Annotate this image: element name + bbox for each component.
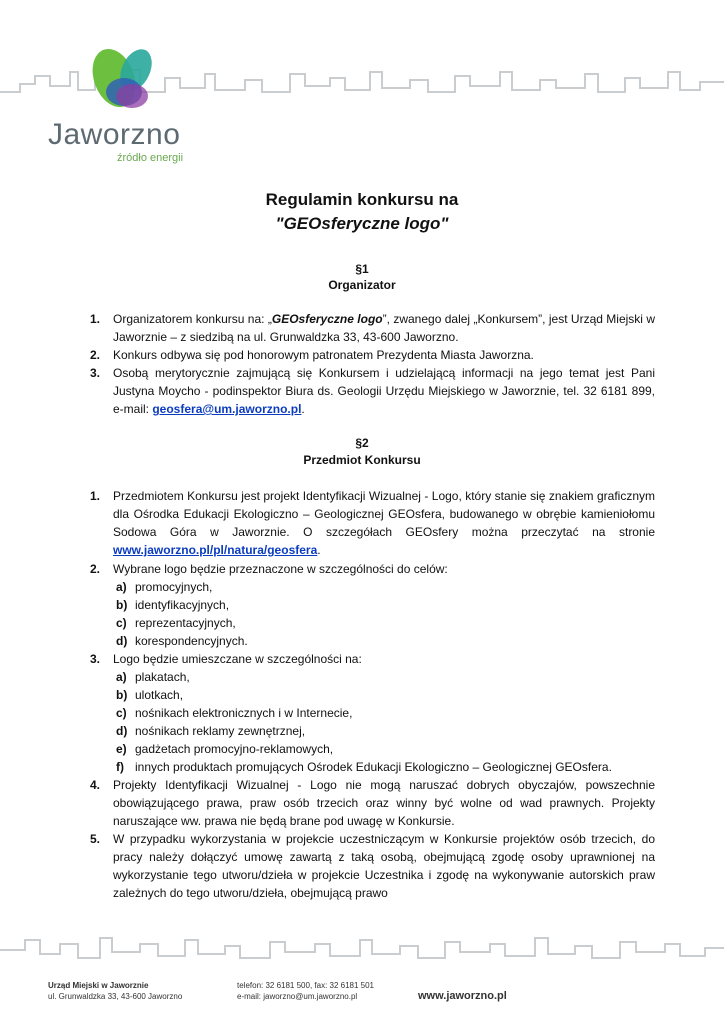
footer-address: ul. Grunwaldzka 33, 43-600 Jaworzno [48,992,183,1001]
logo-wordmark: Jaworzno [48,118,181,151]
website-link[interactable]: www.jaworzno.pl/pl/natura/geosfera [113,543,318,557]
document-subtitle: "GEOsferyczne logo" [275,214,449,233]
section-number: §2 [355,436,369,450]
footer-org-block [48,980,182,1002]
footer-org: Urząd Miejski w Jaworznie [48,981,149,990]
skyline-decoration-bottom [0,930,724,980]
footer-contact-block [237,980,374,1002]
section-heading: Przedmiot Konkursu [303,453,421,467]
section-number: §1 [355,262,369,276]
email-link[interactable]: geosfera@um.jaworzno.pl [152,402,302,416]
footer-phone: telefon: 32 6181 500, fax: 32 6181 501 [237,981,375,990]
document-page: Jaworzno źródło energii Regulamin konkursu na "GEOsferyczne logo" §1 Organizator 1. Organizatorem konkursu na: „GEOsferyczne logo”, zwanego dalej „Konkursem”, jest Urząd Miejski w Jaworznie – z siedzibą na ul. Grunwaldzka 33, 43-600 Jaworzno. 2. Konkurs odbywa się pod honorowym patronatem Prezydenta Miasta Jaworzna. 3. Osobą merytorycznie zajmującą się Konkursem i udzielającą informacji na jego temat jest Pani Justyna Moycho - podinspektor Biura ds. Geologii Urzędu Miejskiego w Jaworznie, tel. 32 6181 899, e-mail: geosfera@um.jaworzno.pl. §2 Przedmiot Konkursu 1. Przedmiotem Konkursu jest projekt Identyfikacji Wizualnej - Logo, który stanie się znakiem graficznym dla Ośrodka Edukacji Ekologiczno – Geologicznej GEOsfera, budowanego w obrębie kamieniołomu Sodowa Góra w Jaworznie. O szczegółach GEOsfery można przeczytać na stronie www.jaworzno.pl/pl/natura/geosfera. 2. Wybrane logo będzie przeznaczone w szczególności do celów: a) promocyjnych, b) identyfikacyjnych, c) reprezentacyjnych, d) korespondencyjnych. 3. Logo będzie umieszczane w szczególności na: a) plakatach, b) ulotkach, c) nośnikach elektronicznych i w Internecie, d) nośnikach reklamy zewnętrznej, e) gadżetach promocyjno-reklamowych, f) innych produktach promujących Ośrodek Edukacji Ekologiczno – Geologicznej GEOsfera. 4. Projekty Identyfikacji Wizualnej - Logo nie mogą naruszać dobrych obyczajów, powszechnie obowiązującego prawa, praw osób trzecich oraz winny być wolne od wad prawnych. Projekty naruszające ww. prawa nie będą brane pod uwagę w Konkursie. 5. W przypadku wykorzystania w projekcie uczestniczącym w Konkursie projektów osób trzecich, do pracy należy dołączyć umowę zawartą z taką osobą, obejmującą zgodę osoby uprawnionej na wykorzystanie tego utworu/dzieła w projekcie Uczestnika i zgodę na wykonywanie autorskich praw zależnych do tego utworu/dzieła, obejmującą prawo Urząd Miejski w Jaworznie ul. Grunwaldzka 33, 43-600 Jaworzno telefon: 32 6181 500, fax: 32 6181 501 e-mail: jaworzno@um.jaworzno.pl www.jaworzno.pl [0,0,724,1024]
document-title: Regulamin konkursu na [265,190,459,209]
footer-url[interactable]: www.jaworzno.pl [418,990,507,1002]
logo-tagline: źródło energii [117,152,184,164]
footer-email: e-mail: jaworzno@um.jaworzno.pl [237,992,358,1001]
section-heading: Organizator [328,278,396,292]
